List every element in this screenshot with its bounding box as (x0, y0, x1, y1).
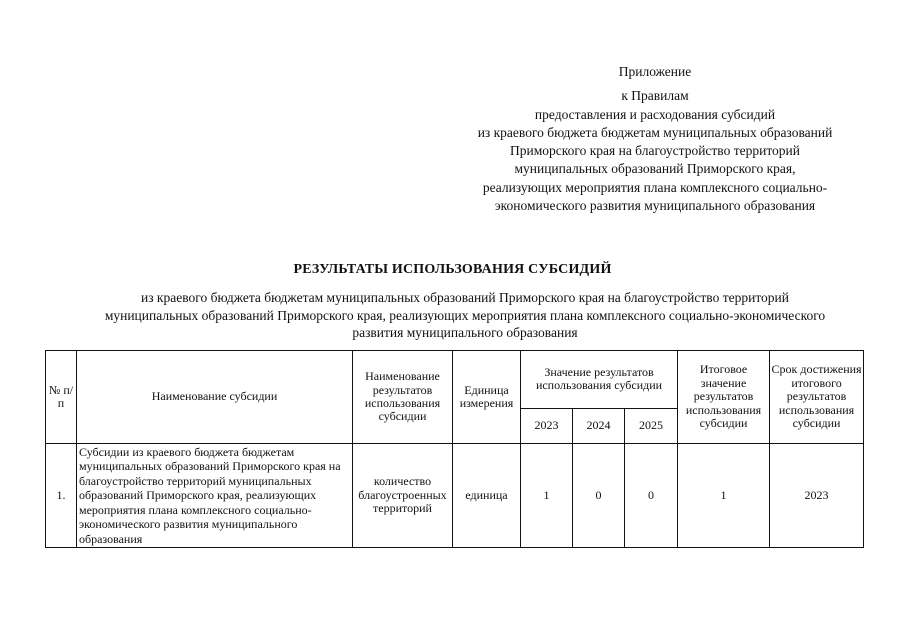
row-value-2025: 0 (625, 444, 678, 548)
results-table (45, 350, 864, 548)
row-final-value: 1 (678, 444, 770, 548)
row-num: 1. (46, 444, 77, 548)
appendix-line: реализующих мероприятия плана комплексного социально- (482, 179, 828, 195)
table-row (46, 444, 864, 548)
header-year: 2023 (521, 408, 573, 443)
row-value-2024: 0 (573, 444, 625, 548)
header-result-name: Наименование результатов использования субсидии (353, 351, 453, 444)
row-deadline: 2023 (770, 444, 864, 548)
row-value-2023: 1 (521, 444, 573, 548)
header-final-value: Итоговое значение результатов использования субсидии (678, 351, 770, 444)
document-title: РЕЗУЛЬТАТЫ ИСПОЛЬЗОВАНИЯ СУБСИДИЙ (293, 262, 612, 277)
subtitle-line: муниципальных образований Приморского края, реализующих мероприятия плана комплексного социально-экономического (104, 307, 826, 323)
header-year: 2025 (625, 408, 678, 443)
header-deadline: Срок достижения итогового результатов использования субсидии (770, 351, 864, 444)
row-subsidy-name: Субсидии из краевого бюджета бюджетам муниципальных образований Приморского края на благоустройство территорий муниципальных образований Приморского края, реализующих мероприятия плана комплексного социально-экономического развития муниципального образования (77, 444, 353, 548)
appendix-line: предоставления и расходования субсидий (534, 106, 776, 122)
header-unit: Единица измерения (453, 351, 521, 444)
subtitle-line: из краевого бюджета бюджетам муниципальных образований Приморского края на благоустройство территорий (141, 290, 789, 305)
appendix-line: Приморского края на благоустройство территорий (510, 143, 800, 159)
appendix-line: муниципальных образований Приморского края, (514, 161, 796, 177)
header-year: 2024 (573, 408, 625, 443)
appendix-title: Приложение (618, 64, 692, 79)
document-subtitle (40, 289, 890, 342)
header-subsidy-name: Наименование субсидии (77, 351, 353, 444)
appendix-header (440, 63, 870, 215)
header-values-group: Значение результатов использования субсидии (521, 351, 678, 409)
subtitle-line: развития муниципального образования (352, 325, 578, 340)
appendix-line: из краевого бюджета бюджетам муниципальных образований (477, 124, 833, 140)
header-num: № п/п (46, 351, 77, 444)
row-unit: единица (453, 444, 521, 548)
appendix-line: экономического развития муниципального образования (494, 198, 816, 214)
appendix-line: к Правилам (621, 88, 689, 104)
row-result-name: количество благоустроенных территорий (353, 444, 453, 548)
